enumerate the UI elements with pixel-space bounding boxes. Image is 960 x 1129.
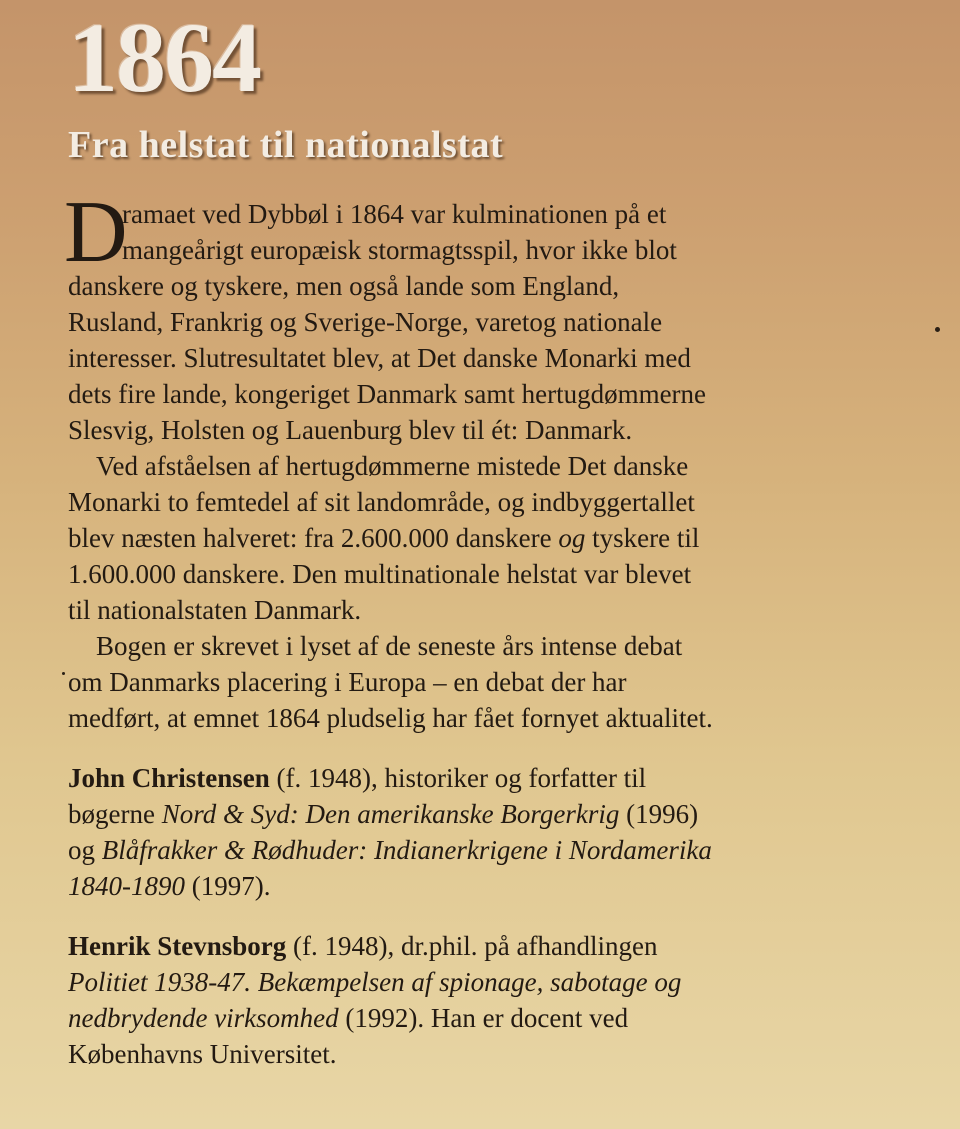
intro-paragraph: [64, 184, 908, 448]
book-title: 1840-1890: [68, 871, 185, 901]
emphasis-word: og: [558, 523, 586, 553]
title-year: 1864: [68, 2, 260, 113]
text-line: Monarki to femtedel af sit landområde, og indbyggertallet: [68, 487, 695, 517]
text-line: Slesvig, Holsten og Lauenburg blev til ét: Danmark.: [68, 415, 633, 445]
dust-speck: [62, 672, 65, 675]
text-line: ramaet ved Dybbøl i 1864 var kulminationen på et: [122, 199, 667, 229]
text-line: Rusland, Frankrig og Sverige-Norge, varetog nationale: [68, 307, 663, 337]
text-line: [68, 928, 908, 964]
book-title: nedbrydende virksomhed: [68, 1003, 339, 1033]
text-segment: (1992). Han er docent ved: [338, 1003, 629, 1033]
dropcap-letter: D: [64, 184, 128, 281]
description-text: [64, 184, 908, 736]
text-segment: (f. 1948), dr.phil. på afhandlingen: [286, 931, 658, 961]
text-segment: (1997).: [185, 871, 271, 901]
text-line: til nationalstaten Danmark.: [68, 595, 362, 625]
text-line: dets fire lande, kongeriget Danmark samt hertugdømmerne: [68, 379, 707, 409]
text-line: [68, 964, 908, 1000]
book-title: Blåfrakker & Rødhuder: Indianerkrigene i Nordamerika: [101, 835, 712, 865]
text-segment: tyskere til: [585, 523, 700, 553]
author-name: Henrik Stevnsborg: [68, 931, 287, 961]
text-segment: blev næsten halveret: fra 2.600.000 danskere: [68, 523, 559, 553]
text-line: [68, 796, 908, 832]
text-line: [68, 760, 908, 796]
text-line: danskere og tyskere, men også lande som England,: [68, 271, 620, 301]
text-line: om Danmarks placering i Europa – en debat der har: [68, 667, 627, 697]
book-title: Nord & Syd: Den amerikanske Borgerkrig: [161, 799, 620, 829]
text-line: [68, 832, 908, 868]
text-segment: (f. 1948), historiker og forfatter til: [269, 763, 647, 793]
author-bio-christensen: [68, 760, 908, 904]
title-subtitle: Fra helstat til nationalstat: [68, 124, 504, 166]
text-line: [68, 520, 908, 556]
text-line: Københavns Universitet.: [68, 1039, 337, 1069]
text-line: 1.600.000 danskere. Den multinationale helstat var blevet: [68, 559, 692, 589]
text-segment: (1996): [619, 799, 699, 829]
text-line: Ved afståelsen af hertugdømmerne mistede Det danske: [96, 451, 689, 481]
book-title: Politiet 1938-47. Bekæmpelsen af spionage, sabotage og: [68, 967, 682, 997]
text-line: [68, 868, 908, 904]
text-segment: og: [68, 835, 102, 865]
dust-speck: [935, 327, 940, 332]
author-bio-stevnsborg: [68, 928, 908, 1072]
text-line: interesser. Slutresultatet blev, at Det danske Monarki med: [68, 343, 691, 373]
author-name: John Christensen: [68, 763, 270, 793]
text-line: [68, 1000, 908, 1036]
text-line: medført, at emnet 1864 pludselig har fået fornyet aktualitet.: [68, 703, 713, 733]
second-paragraph: [68, 448, 908, 628]
text-segment: bøgerne: [68, 799, 162, 829]
third-paragraph: [68, 628, 908, 736]
text-line: Bogen er skrevet i lyset af de seneste års intense debat: [96, 631, 683, 661]
text-line: mangeårigt europæisk stormagtsspil, hvor ikke blot: [122, 235, 677, 265]
